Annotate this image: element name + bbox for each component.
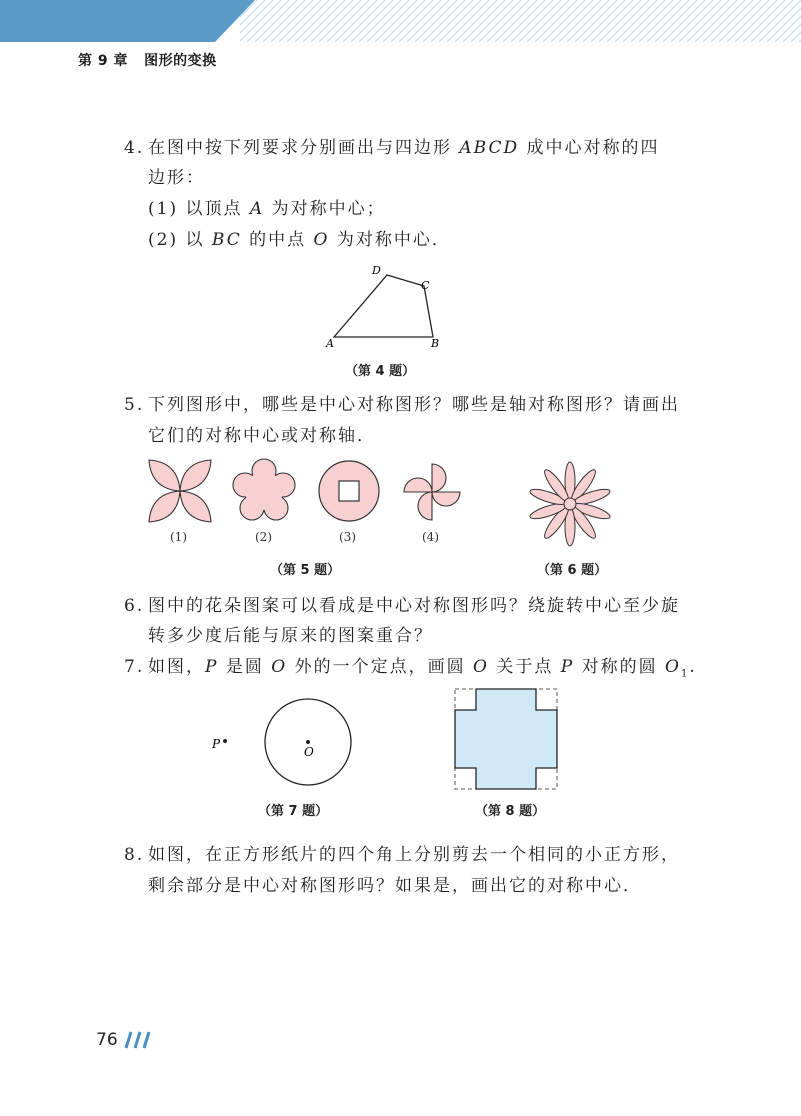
q5-figure-4-pinwheel	[400, 460, 464, 524]
q5-caption: （第 5 题）	[270, 563, 341, 578]
q5-number: 5.	[124, 395, 145, 415]
q6-line1: 图中的花朵图案可以看成是中心对称图形吗？绕旋转中心至少旋	[148, 596, 680, 616]
remaining-shape	[455, 689, 557, 789]
q6-number: 6.	[124, 596, 145, 616]
q5-line2: 它们的对称中心或对称轴．	[148, 426, 376, 446]
q8-caption: （第 8 题）	[475, 804, 546, 819]
chapter-title: 图形的变换	[144, 53, 217, 69]
q4-item1: (1) 以顶点 A 为对称中心；	[148, 199, 386, 219]
q5-sub-label-3: (3)	[339, 530, 356, 544]
q6-caption: （第 6 题）	[537, 563, 608, 578]
q5-sub-label-1: (1)	[170, 530, 187, 544]
q7-circle-figure	[200, 695, 360, 791]
label-b: B	[431, 337, 440, 350]
q7-line1: 如图，P 是圆 O 外的一个定点，画圆 O 关于点 P 对称的圆 $O_1$.	[148, 657, 697, 680]
chapter-heading	[78, 50, 217, 70]
quadrilateral-abcd	[334, 275, 433, 337]
q8-line1: 如图，在正方形纸片的四个角上分别剪去一个相同的小正方形，	[148, 845, 680, 865]
label-d: D	[372, 264, 381, 277]
q5-figure-2-scalloped-flower	[231, 458, 297, 524]
q5-figure-3-coin	[316, 458, 382, 524]
q5-line1: 下列图形中，哪些是中心对称图形？哪些是轴对称图形？请画出	[148, 395, 680, 415]
q7-caption: （第 7 题）	[258, 804, 329, 819]
page-number: 76	[96, 1030, 118, 1050]
point-p	[223, 739, 227, 743]
q4-quadrilateral-figure	[320, 262, 450, 354]
label-a: A	[326, 337, 334, 350]
q8-cut-square-figure	[452, 686, 560, 792]
chapter-number: 第 9 章	[78, 53, 128, 69]
q5-sub-label-4: (4)	[422, 530, 439, 544]
header-dark-block	[0, 0, 255, 42]
point-o	[306, 740, 310, 744]
q8-number: 8.	[124, 845, 145, 865]
q6-daisy-flower	[522, 456, 618, 552]
label-o: O	[304, 745, 314, 759]
q4-item2: (2) 以 BC 的中点 O 为对称中心．	[148, 230, 451, 250]
q4-line2: 边形：	[148, 168, 205, 188]
q4-number: 4.	[124, 138, 145, 158]
q5-sub-label-2: (2)	[255, 530, 272, 544]
header-band	[0, 0, 801, 42]
header-stripes	[240, 0, 801, 42]
q6-line2: 转多少度后能与原来的图案重合？	[148, 626, 433, 646]
q4-caption: （第 4 题）	[345, 364, 416, 379]
q4-line1: 在图中按下列要求分别画出与四边形 ABCD 成中心对称的四	[148, 138, 660, 158]
q5-figure-1-four-petals	[147, 458, 213, 524]
page-number-slashes	[124, 1030, 154, 1050]
label-c: C	[421, 279, 430, 292]
q8-line2: 剩余部分是中心对称图形吗？如果是，画出它的对称中心．	[148, 876, 642, 896]
label-p: P	[212, 737, 221, 751]
q7-number: 7.	[124, 657, 145, 677]
